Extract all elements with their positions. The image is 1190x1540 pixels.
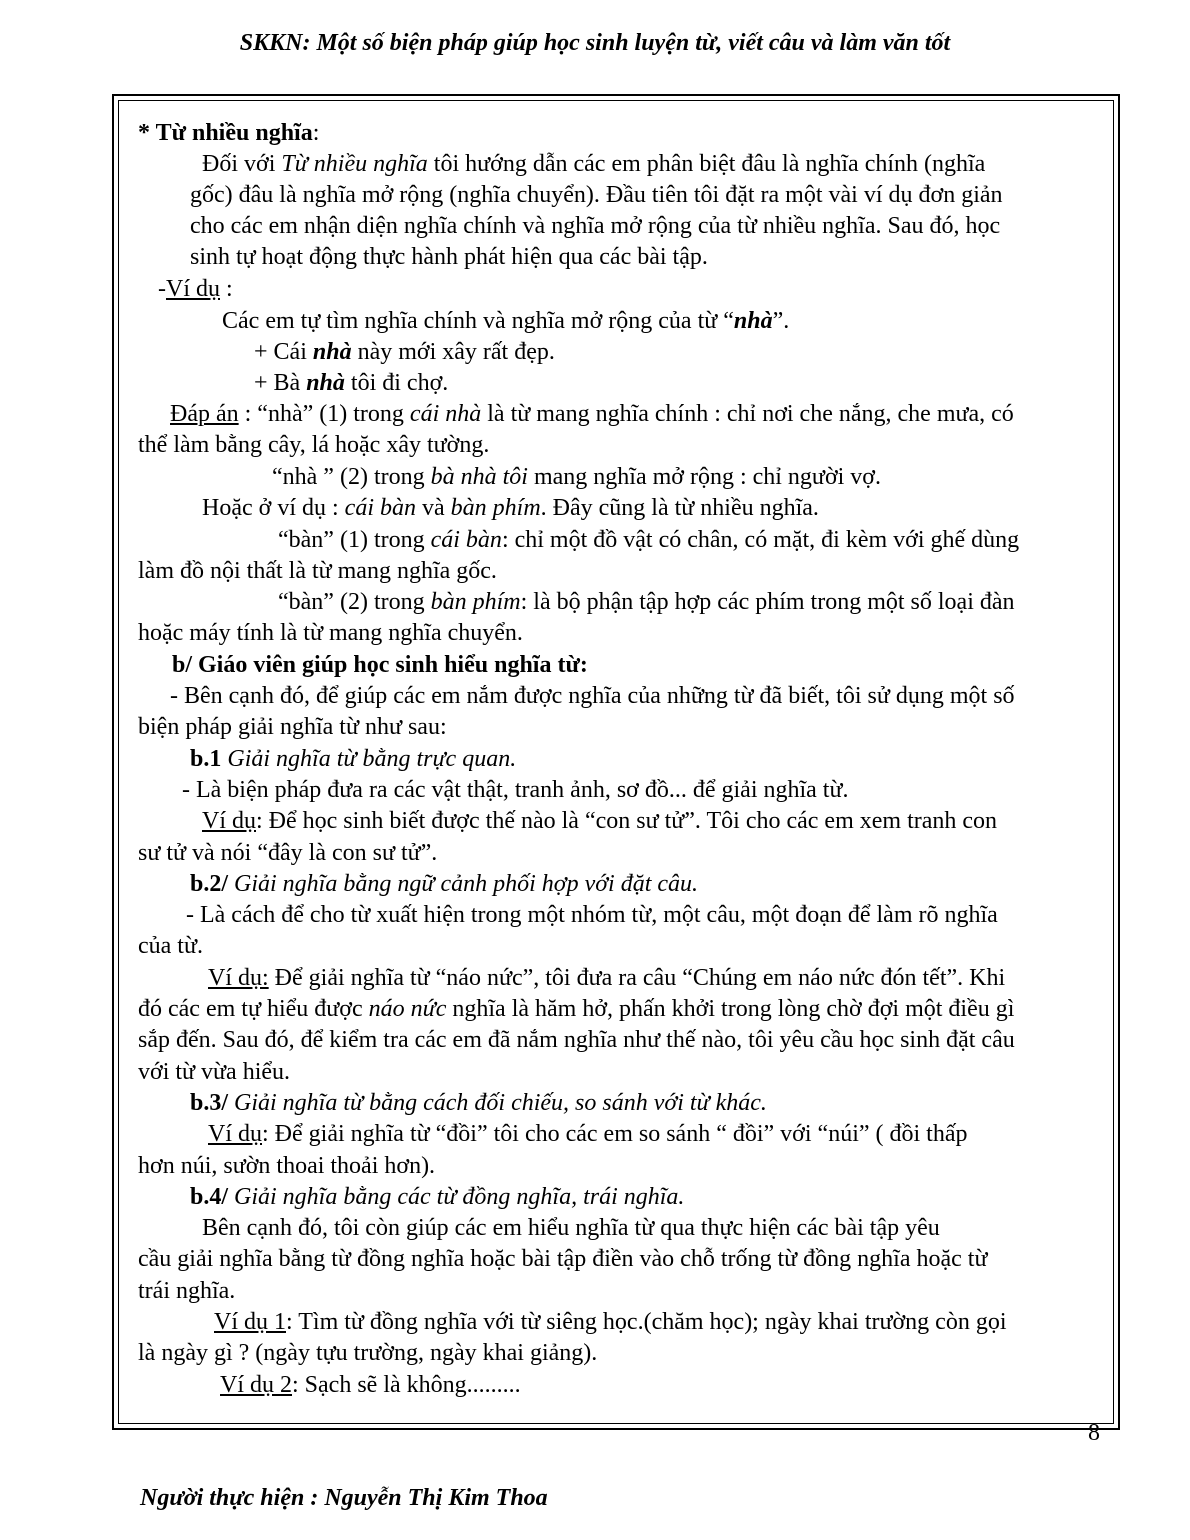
paragraph-line: Bên cạnh đó, tôi còn giúp các em hiểu nghĩa từ qua thực hiện các bài tập yêu xyxy=(202,1215,940,1241)
paragraph-line: + Cái nhà này mới xây rất đẹp. xyxy=(254,339,555,365)
paragraph-line: sắp đến. Sau đó, để kiểm tra các em đã nắm nghĩa như thế nào, tôi yêu cầu học sinh đặt câu xyxy=(138,1027,1015,1053)
paragraph-line: gốc) đâu là nghĩa mở rộng (nghĩa chuyển). Đầu tiên tôi đặt ra một vài ví dụ đơn giản xyxy=(190,182,1003,208)
paragraph-line: Các em tự tìm nghĩa chính và nghĩa mở rộng của từ “nhà”. xyxy=(222,308,790,334)
paragraph-line: với từ vừa hiểu. xyxy=(138,1059,291,1085)
subheading-b2: b.2/ Giải nghĩa bằng ngữ cảnh phối hợp với đặt câu. xyxy=(190,871,699,897)
paragraph-line: Hoặc ở ví dụ : cái bàn và bàn phím. Đây cũng là từ nhiều nghĩa. xyxy=(202,495,819,521)
paragraph-line: cho các em nhận diện nghĩa chính và nghĩa mở rộng của từ nhiều nghĩa. Sau đó, học xyxy=(190,213,1001,239)
subheading-b3: b.3/ Giải nghĩa từ bằng cách đối chiếu, so sánh với từ khác. xyxy=(190,1090,767,1116)
paragraph-line: biện pháp giải nghĩa từ như sau: xyxy=(138,714,447,740)
subheading-b1: b.1 Giải nghĩa từ bằng trực quan. xyxy=(190,746,517,772)
paragraph-line: làm đồ nội thất là từ mang nghĩa gốc. xyxy=(138,558,497,584)
paragraph-line: là ngày gì ? (ngày tựu trường, ngày khai giảng). xyxy=(138,1340,598,1366)
paragraph-line: trái nghĩa. xyxy=(138,1278,236,1304)
paragraph-line: của từ. xyxy=(138,933,203,959)
paragraph-line: + Bà nhà tôi đi chợ. xyxy=(254,370,449,396)
answer-line: Đáp án : “nhà” (1) trong cái nhà là từ mang nghĩa chính : chỉ nơi che nắng, che mưa, có xyxy=(170,401,1014,427)
page-number: 8 xyxy=(1088,1420,1100,1446)
paragraph-line: cầu giải nghĩa bằng từ đồng nghĩa hoặc bài tập điền vào chỗ trống từ đồng nghĩa hoặc từ xyxy=(138,1246,988,1272)
paragraph-line: Ví dụ: Để giải nghĩa từ “náo nức”, tôi đưa ra câu “Chúng em náo nức đón tết”. Khi xyxy=(208,965,1006,991)
paragraph-line: “bàn” (1) trong cái bàn: chỉ một đồ vật có chân, có mặt, đi kèm với ghế dùng xyxy=(278,527,1020,553)
document-footer: Người thực hiện : Nguyễn Thị Kim Thoa xyxy=(140,1485,548,1511)
paragraph-line: sư tử và nói “đây là con sư tử”. xyxy=(138,840,438,866)
paragraph-line: Ví dụ 1: Tìm từ đồng nghĩa với từ siêng học.(chăm học); ngày khai trường còn gọi xyxy=(214,1309,1007,1335)
paragraph-line: sinh tự hoạt động thực hành phát hiện qua các bài tập. xyxy=(190,244,708,270)
paragraph-line: - Là cách để cho từ xuất hiện trong một nhóm từ, một câu, một đoạn để làm rõ nghĩa xyxy=(186,902,998,928)
paragraph-line: hoặc máy tính là từ mang nghĩa chuyển. xyxy=(138,620,523,646)
paragraph-line: Ví dụ: Để học sinh biết được thế nào là “con sư tử”. Tôi cho các em xem tranh con xyxy=(202,808,998,834)
paragraph-line: - Là biện pháp đưa ra các vật thật, tranh ảnh, sơ đồ... để giải nghĩa từ. xyxy=(182,777,849,803)
heading-tu-nhieu-nghia: * Từ nhiều nghĩa: xyxy=(138,120,320,146)
paragraph-line: - Bên cạnh đó, để giúp các em nắm được nghĩa của những từ đã biết, tôi sử dụng một số xyxy=(170,683,1015,709)
paragraph-line: đó các em tự hiểu được náo nức nghĩa là hăm hở, phấn khởi trong lòng chờ đợi một điều gì xyxy=(138,996,1015,1022)
paragraph-line: Ví dụ: Để giải nghĩa từ “đồi” tôi cho các em so sánh “ đồi” với “núi” ( đồi thấp xyxy=(208,1121,968,1147)
heading-b: b/ Giáo viên giúp học sinh hiểu nghĩa từ: xyxy=(172,652,588,678)
document-header: SKKN: Một số biện pháp giúp học sinh luyện từ, viết câu và làm văn tốt xyxy=(239,30,951,56)
paragraph-line: Ví dụ 2: Sạch sẽ là không......... xyxy=(220,1372,521,1398)
subheading-b4: b.4/ Giải nghĩa bằng các từ đồng nghĩa, trái nghĩa. xyxy=(190,1184,685,1210)
example-label-line: -Ví dụ : xyxy=(158,276,233,302)
paragraph-line: “bàn” (2) trong bàn phím: là bộ phận tập hợp các phím trong một số loại đàn xyxy=(278,589,1015,615)
paragraph-line: thể làm bằng cây, lá hoặc xây tường. xyxy=(138,432,490,458)
paragraph-line: hơn núi, sườn thoai thoải hơn). xyxy=(138,1153,436,1179)
paragraph-line: “nhà ” (2) trong bà nhà tôi mang nghĩa mở rộng : chỉ người vợ. xyxy=(272,464,881,490)
paragraph-line: Đối với Từ nhiều nghĩa tôi hướng dẫn các em phân biệt đâu là nghĩa chính (nghĩa xyxy=(202,151,986,177)
